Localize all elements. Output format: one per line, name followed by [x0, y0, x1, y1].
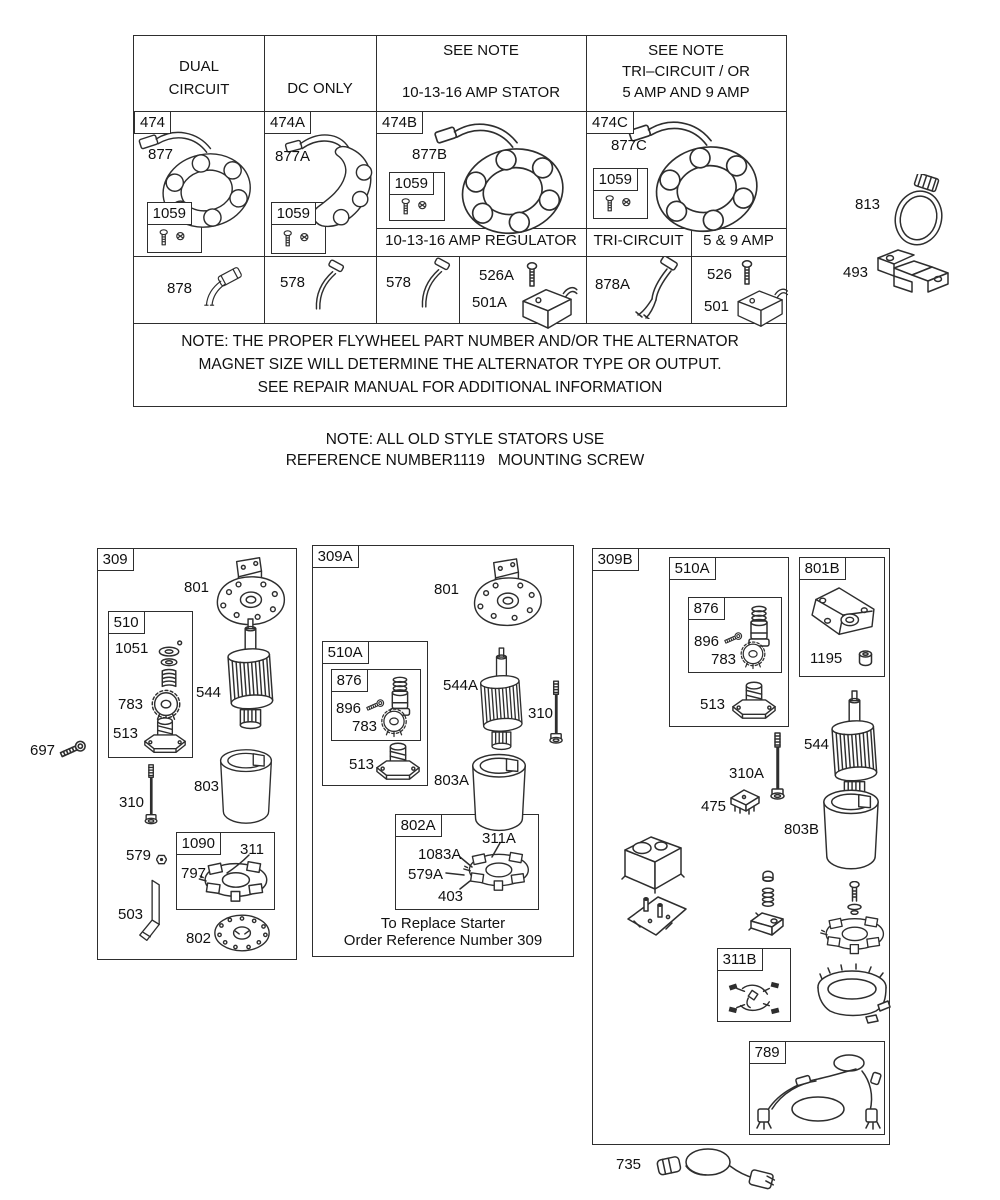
spacer-drawing-475 [728, 786, 762, 816]
ref-896: 896 [336, 700, 362, 717]
ref-803A: 803A [434, 772, 470, 789]
housing-drawing-803B [820, 784, 882, 874]
ref-1051: 1051 [115, 640, 149, 657]
alternator-table [133, 35, 787, 407]
screws-drawing-1059 [396, 198, 436, 217]
ref-783: 783 [711, 651, 737, 668]
ref-878: 878 [167, 280, 193, 297]
ref-box-1059: 1059 [593, 168, 638, 191]
ref-801: 801 [184, 579, 210, 596]
ref-526: 526 [707, 266, 733, 283]
ref-813: 813 [855, 196, 881, 213]
ref-513: 513 [113, 725, 139, 742]
ref-box-309: 309 [97, 548, 134, 571]
subheader-5-9-amp: 5 & 9 AMP [703, 232, 774, 249]
brush-holder-drawing [819, 907, 887, 959]
diode-harness-drawing-878 [196, 262, 244, 310]
screws-drawing-1059 [600, 195, 640, 214]
ref-877: 877 [148, 146, 174, 163]
stator-note-line1: NOTE: ALL OLD STYLE STATORS USE [325, 431, 605, 448]
drive-endcap-drawing-801 [463, 557, 551, 633]
ref-544: 544 [196, 684, 222, 701]
regulator-drawing-501 [732, 284, 790, 328]
ref-544A: 544A [443, 677, 479, 694]
subheader-tri-circuit: TRI-CIRCUIT [593, 232, 684, 249]
ref-box-510: 510 [108, 611, 145, 634]
ref-475: 475 [701, 798, 727, 815]
ref-578: 578 [280, 274, 306, 291]
ref-735: 735 [616, 1156, 642, 1173]
stator-drawing-877B [432, 112, 578, 246]
harness-drawing-878A [631, 257, 679, 319]
ref-box-510A: 510A [322, 641, 369, 664]
plate-drawing-802 [213, 912, 271, 954]
nut-drawing-579 [156, 854, 167, 865]
ref-box-474A: 474A [264, 111, 311, 134]
ref-802: 802 [186, 930, 212, 947]
starter-group-309B [592, 548, 890, 1145]
col-header-see-note: SEE NOTE [443, 42, 519, 59]
cap-drawing [761, 867, 775, 883]
mount-plate-drawing [624, 889, 690, 941]
drive-kit-box-510A [322, 641, 428, 786]
table-grid-line [134, 256, 786, 257]
drive-kit-box-510 [108, 611, 193, 758]
ref-526A: 526A [479, 267, 515, 284]
ref-311A: 311A [482, 830, 516, 847]
ref-box-876: 876 [331, 669, 368, 692]
ref-box-1059: 1059 [147, 202, 192, 225]
ref-311: 311 [240, 841, 264, 858]
ref-579A: 579A [408, 866, 444, 883]
ref-697: 697 [30, 742, 56, 759]
bushing-drawing-1195 [858, 650, 873, 667]
armature-drawing-544 [223, 617, 277, 731]
drive-kit-box-510A [669, 557, 789, 727]
bolt-drawing-310A [770, 731, 786, 805]
screws-drawing-1059 [154, 229, 194, 248]
brush-kit-box-802A [395, 814, 539, 910]
regulator-drawing-501A [516, 282, 580, 330]
ref-310: 310 [528, 705, 554, 722]
ref-877A: 877A [275, 148, 311, 165]
stator-drawing-877C [620, 110, 778, 244]
ref-803B: 803B [784, 821, 820, 838]
clutch-drawing-513 [140, 712, 190, 756]
table-grid-line [459, 256, 460, 323]
starter-group-309A [312, 545, 574, 957]
ref-box-474B: 474B [376, 111, 423, 134]
ref-896: 896 [694, 633, 720, 650]
ref-578: 578 [386, 274, 412, 291]
bracket-drawing-493 [870, 246, 950, 302]
ref-501A: 501A [472, 294, 508, 311]
table-note-line1: NOTE: THE PROPER FLYWHEEL PART NUMBER AND/OR THE ALTERNATOR [181, 333, 739, 350]
subheader-regulator: 10-13-16 AMP REGULATOR [385, 232, 577, 249]
ref-box-802A: 802A [395, 814, 442, 837]
ref-803: 803 [194, 778, 220, 795]
ref-310: 310 [119, 794, 145, 811]
starter-note-line2: Order Reference Number 309 [343, 932, 543, 949]
housing-drawing-803 [217, 745, 275, 827]
col-header-stator: 10-13-16 AMP STATOR [401, 84, 561, 101]
ref-310A: 310A [729, 765, 765, 782]
spring-drawing [761, 887, 775, 909]
stator-note-line2: REFERENCE NUMBER1119 MOUNTING SCREW [285, 452, 645, 469]
screw-drawing-697 [58, 737, 90, 761]
ref-783: 783 [352, 718, 378, 735]
ref-box-311B: 311B [717, 948, 763, 971]
ref-box-474C: 474C [586, 111, 634, 134]
gear-drawing-783 [376, 707, 412, 739]
plunger-kit-box-876 [331, 669, 421, 741]
ref-783: 783 [118, 696, 144, 713]
end-cap-drum-drawing [814, 959, 892, 1027]
ref-1083A: 1083A [418, 846, 462, 863]
harness-kit-box-789 [749, 1041, 885, 1135]
ref-878A: 878A [595, 276, 631, 293]
ref-box-309A: 309A [312, 545, 359, 568]
armature-drawing-544A [476, 641, 526, 757]
ref-877C: 877C [611, 137, 647, 154]
ref-box-1059: 1059 [271, 202, 316, 225]
col-header-see-note: SEE NOTE [648, 42, 724, 59]
table-note-line2: MAGNET SIZE WILL DETERMINE THE ALTERNATOR TYPE OR OUTPUT. [198, 356, 722, 373]
table-note-line3: SEE REPAIR MANUAL FOR ADDITIONAL INFORMATION [257, 379, 663, 396]
table-grid-line [134, 323, 786, 324]
gear-drawing-783 [735, 640, 771, 671]
brush-kit-box-311B [717, 948, 791, 1022]
ref-box-474: 474 [134, 111, 171, 134]
ref-513: 513 [700, 696, 726, 713]
ref-501: 501 [704, 298, 730, 315]
ref-box-1059: 1059 [389, 172, 434, 195]
ref-box-1090: 1090 [176, 832, 221, 855]
col-header-dual-circuit: DUAL [178, 58, 219, 75]
clutch-drawing-513 [728, 676, 780, 722]
hose-clamp-drawing-813 [891, 174, 949, 248]
ref-579: 579 [126, 847, 152, 864]
starter-group-309 [97, 548, 297, 960]
ref-box-801B: 801B [799, 557, 846, 580]
switch-drawing [748, 909, 786, 937]
ref-box-309B: 309B [592, 548, 639, 571]
screws-drawing-1059 [278, 230, 318, 249]
ref-box-789: 789 [749, 1041, 786, 1064]
bolt-drawing-310 [144, 763, 159, 829]
brush-set-drawing-311B [724, 977, 784, 1019]
clutch-drawing-513 [373, 737, 423, 783]
col-header-tri-circuit-or: TRI–CIRCUIT / OR [621, 63, 751, 80]
ref-877B: 877B [412, 146, 448, 163]
ref-403: 403 [438, 888, 464, 905]
starter-note-line1: To Replace Starter [380, 915, 506, 932]
wire-drawing-578 [412, 257, 452, 311]
solenoid-drawing [619, 832, 687, 894]
brush-kit-box-1090 [176, 832, 275, 910]
col-header-5-9-amp: 5 AMP AND 9 AMP [622, 84, 750, 101]
gear-cover-drawing-801B [805, 586, 881, 644]
ref-513: 513 [349, 756, 375, 773]
plunger-kit-box-876 [688, 597, 782, 673]
endcap-kit-box-801B [799, 557, 885, 677]
stator-drawing-877A [284, 118, 384, 244]
col-header-dc-only: DC ONLY [287, 80, 353, 97]
col-header-dual-circuit: CIRCUIT [168, 81, 230, 98]
ref-493: 493 [843, 264, 869, 281]
ref-544: 544 [804, 736, 830, 753]
ref-1195: 1195 [810, 650, 843, 667]
ref-box-876: 876 [688, 597, 725, 620]
ref-801: 801 [434, 581, 460, 598]
ref-797: 797 [181, 865, 207, 882]
cable-drawing-735 [656, 1140, 780, 1192]
ref-503: 503 [118, 906, 144, 923]
wire-drawing-578 [306, 259, 346, 313]
ref-box-510A: 510A [669, 557, 716, 580]
